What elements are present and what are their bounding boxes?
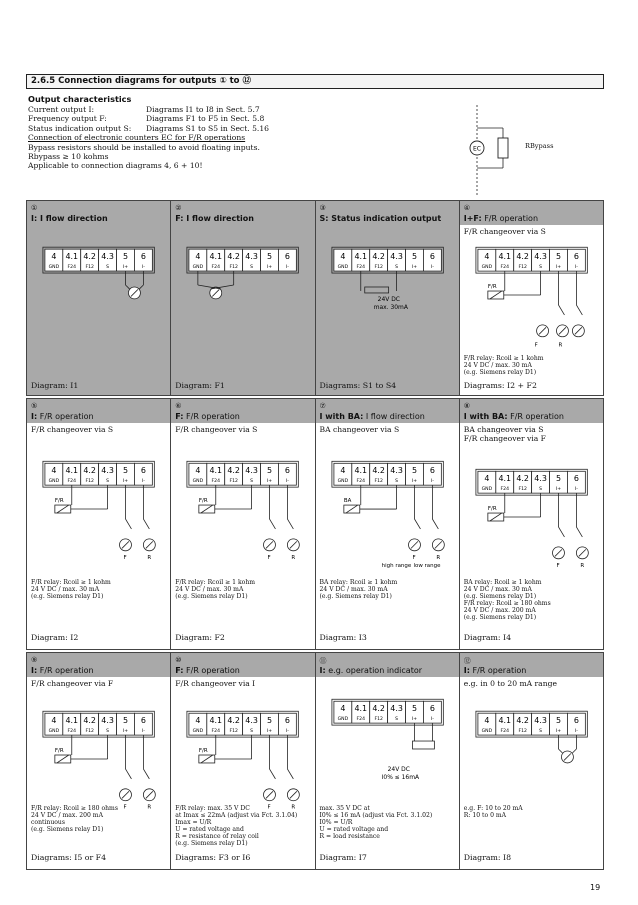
terminal-sub: F24 [500,265,509,271]
terminal-block [331,699,442,749]
terminal-number: 4.1 [498,474,511,484]
svg-text:R: R [147,554,152,561]
diagram-cell-1 [27,201,171,395]
terminal-sub: GND [192,479,204,485]
current-label: I0% ≤ 16mA [381,773,419,781]
cell-heading-band [171,399,314,423]
terminal-number: 4.2 [516,252,529,262]
terminal-sub: I- [141,265,145,271]
diagram-cell-10 [171,653,315,869]
terminal-number: 4.2 [371,704,385,714]
terminal-number: 4.2 [227,252,241,262]
terminal-number: 4.3 [534,252,547,262]
terminal-sub: F12 [518,729,527,735]
low-range-label: low range [412,562,440,569]
cell-footer: Diagram: I4 [463,633,512,642]
terminal-number: 5 [411,252,417,262]
cell-footer: Diagrams: S1 to S4 [319,381,397,390]
terminal-sub: F12 [229,479,239,485]
cell-footer: Diagram: I8 [463,853,512,862]
schematic-12 [460,709,603,789]
svg-text:F/R: F/R [199,498,208,505]
terminal-number: 6 [429,704,435,714]
terminal-number: 5 [122,466,129,476]
terminal-number: 4.1 [209,252,223,262]
schematic-4 [460,245,603,347]
cell-subtitle: F/R changeover via F [31,679,114,688]
terminal-sub: F24 [67,265,76,271]
cell-heading-band [171,653,314,677]
schematic-2 [171,245,314,315]
char-row-frequency: Frequency output F: Diagrams F1 to F5 in Sect. 5.8 [28,114,265,124]
supply-label: 24V DC [387,765,410,773]
cell-heading: I: F/R operation [463,666,527,675]
terminal-sub: F24 [67,729,76,735]
terminal-sub: I+ [267,729,273,735]
terminal-sub: S [250,265,254,271]
cell-number: ⑩ [175,656,182,664]
cell-footer: Diagram: I3 [319,633,367,642]
terminal-number: 6 [140,252,146,262]
terminal-number: 4.1 [353,704,367,714]
terminal-number: 4.3 [101,252,114,262]
cell-heading-band [27,399,170,423]
cell-heading: F: F/R operation [175,412,240,421]
terminal-sub: I- [430,717,434,723]
high-range-label: high range [381,562,411,569]
cell-footer: Diagrams: F3 or I6 [175,853,251,862]
terminal-sub: F24 [211,265,221,271]
cell-heading: I: F/R operation [31,412,94,421]
svg-text:BA: BA [343,498,351,505]
terminal-sub: S [538,265,542,271]
svg-text:F/R: F/R [54,748,64,755]
terminal-sub: GND [192,265,204,271]
terminal-sub: I- [430,265,434,271]
terminal-sub: GND [192,729,204,735]
terminal-sub: F12 [85,729,94,735]
terminal-number: 4.3 [101,716,114,726]
terminal-sub: GND [48,265,60,271]
terminal-sub: S [394,717,398,723]
terminal-number: 6 [140,466,146,476]
schematic-7 [316,459,459,579]
schematic-9 [27,709,170,811]
terminal-number: 4.1 [498,716,511,726]
terminal-number: 4.2 [371,252,385,262]
cell-footer: Diagram: F1 [175,381,225,390]
terminal-sub: S [250,729,254,735]
terminal-sub: F12 [373,265,383,271]
terminal-sub: I- [430,479,434,485]
svg-text:F: F [267,554,271,561]
svg-text:F: F [411,554,416,561]
terminal-number: 4.1 [65,716,79,726]
terminal-sub: I+ [555,487,561,493]
cell-subtitle: F/R changeover via S [31,425,114,434]
terminal-number: 4.3 [534,716,547,726]
terminal-block [187,247,298,299]
terminal-number: 4 [51,466,57,476]
cell-heading: I with BA: I flow direction [319,412,425,421]
terminal-sub: F24 [356,265,365,271]
terminal-block [331,461,443,560]
svg-text:R: R [147,804,152,811]
terminal-sub: I- [141,479,145,485]
cell-subtitle: F/R changeover via I [175,679,256,688]
page-number: 19 [590,883,601,892]
terminal-sub: F12 [373,717,383,723]
terminal-number: 4.3 [245,252,259,262]
terminal-sub: GND [337,479,348,485]
terminal-sub: F12 [373,479,383,485]
counters-line-1: Bypass resistors should be installed to avoid floating inputs. [28,142,260,152]
cell-footer: Diagram: I2 [31,633,79,642]
cell-notes: F/R relay: Rcoil ≥ 180 ohms 24 V DC / max. 200 mA continuous (e.g. Siemens relay D1) [31,805,118,834]
terminal-block [187,711,299,810]
terminal-number: 5 [555,716,561,726]
schematic-10 [171,709,314,811]
terminal-sub: I- [286,729,290,735]
diagram-cell-7 [316,399,460,649]
terminal-number: 4.3 [245,716,259,726]
terminal-sub: S [538,729,542,735]
terminal-number: 4.1 [353,252,367,262]
cell-notes: F/R relay: Rcoil ≥ 1 kohm 24 V DC / max. 30 mA (e.g. Siemens relay D1) [31,579,111,601]
cell-heading: I: F/R operation [31,666,94,675]
terminal-number: 4.2 [83,716,96,726]
cell-number: ⑤ [31,402,38,410]
counters-line-3: Applicable to connection diagrams 4, 6 + 10! [28,161,203,171]
terminal-sub: GND [481,265,492,271]
terminal-sub: I- [574,265,578,271]
cell-heading-band [316,399,459,423]
terminal-number: 4 [484,252,490,262]
svg-text:F/R: F/R [487,506,497,513]
svg-text:F: F [267,804,271,811]
cell-notes: e.g. F: 10 to 20 mA R: 10 to 0 mA [463,805,523,820]
terminal-number: 5 [267,716,273,726]
cell-number: ① [31,204,38,212]
terminal-block [43,711,155,810]
terminal-number: 4.2 [83,252,96,262]
terminal-sub: F24 [356,717,365,723]
cell-heading: I: I flow direction [31,214,108,223]
cell-subtitle: F/R changeover via S [463,227,546,236]
terminal-number: 4.3 [389,704,403,714]
cell-subtitle: e.g. in 0 to 20 mA range [463,679,557,688]
terminal-number: 6 [140,716,146,726]
terminal-sub: F24 [500,729,509,735]
terminal-number: 5 [555,474,561,484]
cell-number: ⑦ [319,402,326,410]
cell-number: ⑨ [31,656,38,664]
schematic-3 [316,245,459,325]
schematic-11 [316,697,459,797]
svg-text:F/R: F/R [54,498,64,505]
terminal-sub: I+ [555,729,561,735]
terminal-number: 4.1 [209,716,223,726]
terminal-sub: I- [141,729,145,735]
cell-footer: Diagrams: I2 + F2 [463,381,537,390]
cell-heading-band [460,653,603,677]
cell-heading: F: F/R operation [175,666,240,675]
terminal-block [476,247,587,348]
terminal-sub: GND [337,265,348,271]
terminal-number: 6 [285,252,291,262]
diagram-row-3 [26,652,604,870]
terminal-number: 4.1 [353,466,367,476]
diagram-cell-6 [171,399,315,649]
terminal-sub: GND [337,717,348,723]
terminal-sub: S [106,479,110,485]
svg-text:F/R: F/R [199,748,208,755]
diagram-row-2 [26,398,604,650]
terminal-number: 6 [429,466,435,476]
terminal-number: 4.3 [245,466,259,476]
terminal-sub: I+ [122,265,129,271]
supply-label: 24V DC [377,295,400,303]
terminal-number: 4.2 [227,716,241,726]
terminal-sub: F12 [229,265,239,271]
terminal-number: 4.2 [227,466,241,476]
terminal-number: 5 [122,252,129,262]
terminal-number: 4 [484,474,490,484]
cell-number: ⑥ [175,402,182,410]
terminal-number: 4.3 [534,474,547,484]
terminal-sub: S [394,265,398,271]
terminal-sub: F24 [211,729,221,735]
ec-label: EC [473,145,481,153]
terminal-number: 4.3 [389,466,403,476]
cell-footer: Diagram: I1 [31,381,79,390]
cell-number: ⑪ [319,657,327,665]
terminal-number: 4.2 [83,466,96,476]
terminal-sub: I- [574,487,578,493]
diagram-cell-11 [316,653,460,869]
terminal-sub: I+ [555,265,561,271]
cell-number: ③ [319,204,326,212]
terminal-number: 6 [573,252,579,262]
terminal-number: 5 [411,704,417,714]
terminal-sub: I+ [411,479,417,485]
diagram-row-1 [26,200,604,396]
terminal-sub: F12 [518,487,527,493]
terminal-number: 4 [339,466,345,476]
terminal-sub: I+ [411,265,417,271]
terminal-number: 5 [122,716,129,726]
terminal-sub: I- [574,729,578,735]
terminal-number: 6 [429,252,435,262]
cell-notes: F/R relay: max. 35 V DC at Imax ≤ 22mA (adjust via Fct. 3.1.04) Imax = U/R U = rated voltage and R = resistance of relay coil (e.g. Siemens relay D1) [175,805,298,848]
terminal-sub: F12 [85,479,94,485]
terminal-number: 4 [484,716,490,726]
current-label: max. 30mA [373,303,408,311]
terminal-number: 4.2 [516,716,529,726]
svg-text:R: R [580,562,584,569]
cell-footer: Diagram: F2 [175,633,225,642]
terminal-sub: F24 [500,487,509,493]
svg-text:F: F [534,342,538,349]
terminal-sub: F12 [229,729,239,735]
terminal-sub: S [106,265,110,271]
schematic-6 [171,459,314,569]
terminal-number: 4.1 [209,466,223,476]
schematic-5 [27,459,170,569]
diagram-cell-2 [171,201,315,395]
cell-notes: max. 35 V DC at I0% ≤ 16 mA (adjust via Fct. 3.1.02) I0% = U/R U = rated voltage and R = load resistance [319,805,433,841]
diagram-cell-9 [27,653,171,869]
svg-text:R: R [291,554,296,561]
cell-heading-band [460,201,603,225]
terminal-sub: I+ [122,479,129,485]
terminal-number: 5 [555,252,561,262]
cell-heading-band [460,399,603,423]
terminal-number: 5 [267,466,273,476]
terminal-sub: F24 [356,479,365,485]
terminal-number: 4 [339,704,345,714]
terminal-number: 4 [195,466,201,476]
terminal-sub: I+ [267,479,273,485]
terminal-number: 5 [411,466,417,476]
diagram-cell-4 [460,201,603,395]
cell-number: ② [175,204,182,212]
terminal-number: 4.3 [101,466,114,476]
cell-subtitle: F/R changeover via S [175,425,258,434]
cell-heading: I with BA: F/R operation [463,412,564,421]
cell-heading-band [316,653,459,677]
section-title: 2.6.5 Connection diagrams for outputs ① to ⑫ [26,74,604,89]
svg-text:F: F [123,554,127,561]
cell-number: ⑧ [463,402,471,410]
terminal-sub: GND [481,729,492,735]
cell-notes: F/R relay: Rcoil ≥ 1 kohm 24 V DC / max. 30 mA (e.g. Siemens relay D1) [463,355,544,377]
terminal-number: 4.1 [65,466,79,476]
terminal-sub: F24 [67,479,76,485]
diagram-cell-3 [316,201,460,395]
terminal-sub: S [106,729,110,735]
terminal-sub: F12 [518,265,527,271]
terminal-number: 4 [195,252,201,262]
terminal-number: 4.2 [371,466,385,476]
terminal-number: 6 [285,466,291,476]
cell-number: ④ [463,204,471,212]
diagram-cell-5 [27,399,171,649]
terminal-sub: GND [48,479,60,485]
terminal-number: 4 [51,716,57,726]
counters-line-2: Rbypass ≥ 10 kohms [28,152,109,162]
terminal-sub: I+ [411,717,417,723]
terminal-sub: S [250,479,254,485]
cell-subtitle: BA changeover via S [319,425,400,434]
terminal-sub: S [394,479,398,485]
svg-text:F: F [556,562,560,569]
output-characteristics [28,94,448,171]
terminal-sub: GND [48,729,60,735]
cell-number: ⑫ [463,657,471,665]
terminal-block [187,461,299,560]
terminal-number: 4.1 [65,252,79,262]
terminal-sub: I- [286,265,290,271]
svg-text:F/R: F/R [487,284,497,291]
terminal-number: 4.3 [389,252,403,262]
terminal-sub: GND [481,487,492,493]
terminal-sub: F12 [85,265,94,271]
cell-heading: S: Status indication output [319,214,442,223]
cell-heading: I+F: F/R operation [463,214,539,223]
terminal-number: 4.2 [516,474,529,484]
schematic-1 [27,245,170,315]
terminal-number: 4 [195,716,201,726]
terminal-sub: I- [286,479,290,485]
terminal-number: 4 [51,252,57,262]
terminal-number: 6 [573,716,579,726]
svg-text:R: R [435,554,440,561]
svg-text:R: R [558,342,563,349]
cell-heading: I: e.g. operation indicator [319,666,423,675]
svg-text:R: R [291,804,296,811]
cell-notes: BA relay: Rcoil ≥ 1 kohm 24 V DC / max. 30 mA (e.g. Siemens relay D1) [319,579,398,601]
terminal-block [43,461,155,560]
svg-text:F: F [123,804,127,811]
cell-heading: F: I flow direction [175,214,254,223]
terminal-sub: I+ [267,265,273,271]
terminal-number: 6 [285,716,291,726]
terminal-number: 4 [339,252,345,262]
schematic-8 [460,467,603,577]
terminal-number: 4.1 [498,252,511,262]
terminal-sub: S [538,487,542,493]
bypass-schematic [455,100,625,200]
diagram-cell-8 [460,399,603,649]
cell-heading-band [27,653,170,677]
cell-notes: BA relay: Rcoil ≥ 1 kohm 24 V DC / max. 30 mA (e.g. Siemens relay D1) F/R relay: Rcoil ≥ 180 ohms 24 V DC / max. 200 mA (e.g. Siemens relay D1) [463,579,551,622]
cell-subtitle: BA changeover via S F/R changeover via F [463,425,546,443]
terminal-number: 5 [267,252,273,262]
terminal-number: 6 [573,474,579,484]
cell-notes: F/R relay: Rcoil ≥ 1 kohm 24 V DC / max. 30 mA (e.g. Siemens relay D1) [175,579,256,601]
terminal-block [476,711,587,763]
char-row-status: Status indication output S: Diagrams S1 to S5 in Sect. 5.16 [28,123,269,133]
counters-heading: Connection of electronic counters EC for F/R operations [28,133,246,143]
terminal-block [43,247,154,299]
terminal-block [476,469,588,568]
diagram-cell-12 [460,653,603,869]
terminal-sub: F24 [211,479,221,485]
cell-footer: Diagram: I7 [319,853,367,862]
terminal-sub: I+ [122,729,129,735]
output-characteristics-heading: Output characteristics [28,94,132,104]
terminal-block [331,247,442,293]
bypass-resistor-label: RBypass [525,142,554,150]
cell-footer: Diagrams: I5 or F4 [31,853,107,862]
char-row-current: Current output I: Diagrams I1 to I8 in Sect. 5.7 [28,105,260,114]
